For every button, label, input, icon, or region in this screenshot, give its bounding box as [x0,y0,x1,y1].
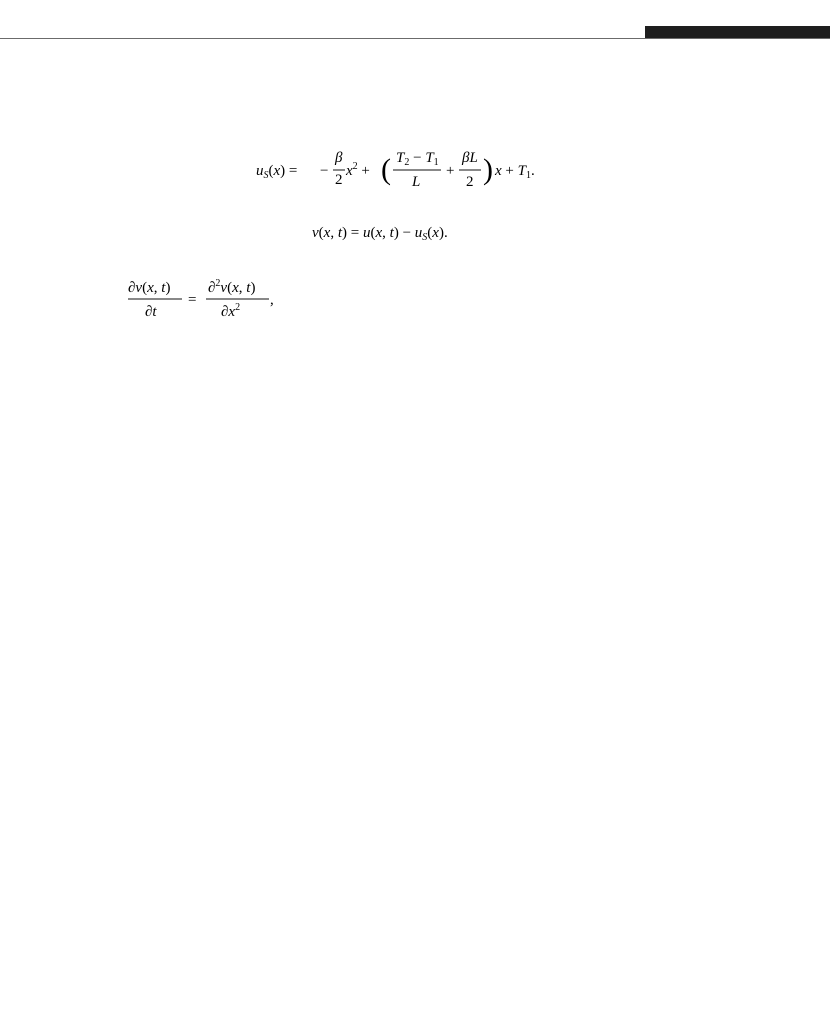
svg-text:uS(x) =: $u_S(x)$ = [256,163,298,181]
svg-text:,: , [270,292,274,308]
equation-steady-state [256,142,535,192]
svg-text:x2 +: $x^2$ + [346,161,370,179]
equation-pde-system [128,275,648,323]
svg-text:2: 2 [466,174,474,190]
svg-text:+: + [446,163,455,179]
svg-text:x + T1.: $x + T_1$. [495,163,535,181]
svg-text:): ) [483,153,493,186]
svg-text:(: ( [381,153,391,186]
svg-text:T2 − T1: $T_2 - T_1$ [396,150,439,168]
svg-text:∂v(x, t): ∂v(x, t) [128,280,171,296]
svg-text:=: = [188,292,197,308]
svg-text:∂2v(x, t): ∂$^2$v(x, t) [208,278,256,296]
svg-text:−: − [320,163,329,179]
header-rule [0,38,830,39]
equation-v-definition [312,220,492,244]
svg-text:v(x, t) = u(x, t) − uS(x).: v(x, t) = u(x, $t) - u_S(x)$. [312,225,448,243]
svg-text:2: 2 [335,172,343,188]
svg-text:βL: βL [462,150,478,166]
svg-text:L: L [412,174,421,190]
svg-text:∂t: ∂t [145,304,157,320]
svg-text:∂x2: $\partial x^2$ [221,302,241,320]
svg-text:β: β [335,150,343,166]
